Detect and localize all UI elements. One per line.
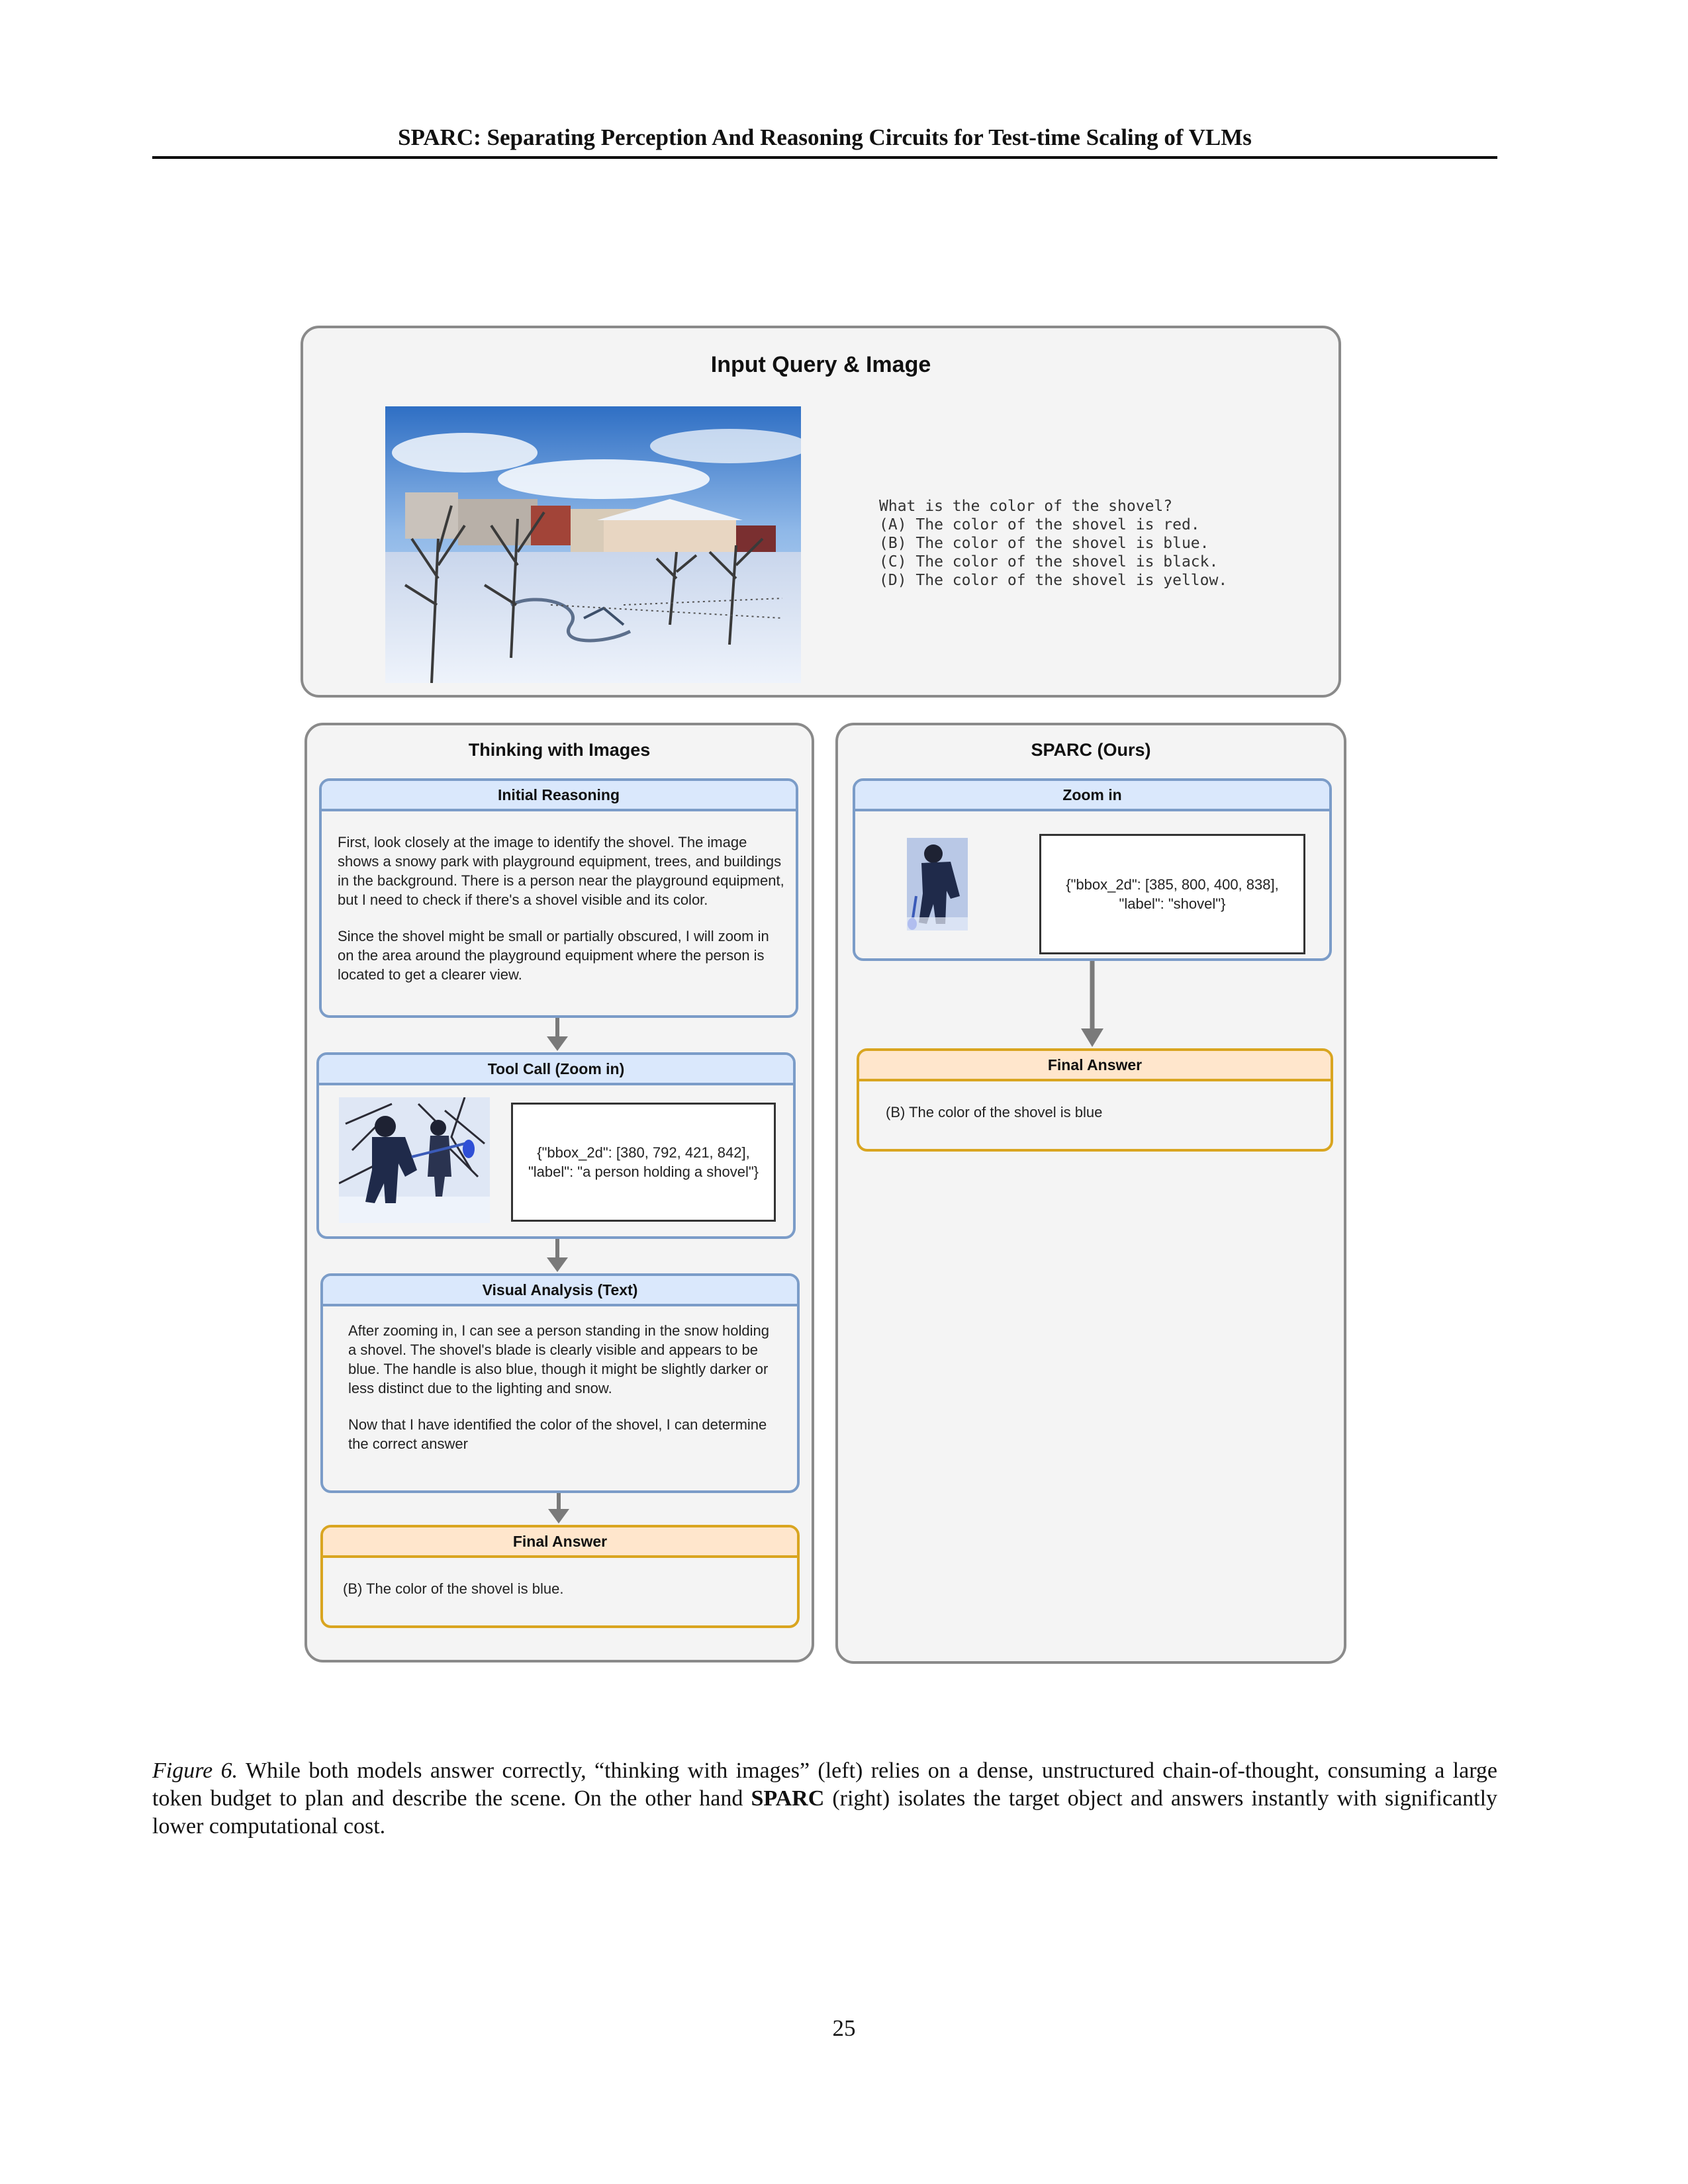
snowy-park-photo	[385, 406, 801, 683]
final-answer-box-left	[320, 1525, 800, 1628]
final-answer-box-right	[857, 1048, 1333, 1152]
input-panel	[301, 326, 1341, 698]
option-d: (D) The color of the shovel is yellow.	[879, 572, 1228, 589]
caption-text: While both models answer correctly, “thinking with images” (left) relies on a dense, unstructured chain-of-thought, consuming a large token budget to plan and describe the scene. On the other hand	[152, 1758, 1498, 1811]
bbox-output-card: {"bbox_2d": [385, 800, 400, 838], "label": "shovel"}	[1039, 834, 1305, 954]
final-answer-text: (B) The color of the shovel is blue	[886, 1104, 1103, 1120]
zoom-in-title: Zoom in	[855, 781, 1329, 811]
analysis-paragraph: After zooming in, I can see a person standing in the snow holding a shovel. The shovel's blade is clearly visible and appears to be blue. The handle is also blue, though it might be slightly darker or less distinct due to the lighting and snow.	[348, 1322, 769, 1396]
tool-call-title: Tool Call (Zoom in)	[319, 1055, 793, 1085]
reasoning-paragraph: First, look closely at the image to identify the shovel. The image shows a snowy park with playground equipment, trees, and buildings in the background. There is a person near the playground equipment, but I need to check if there's a shovel visible and its color.	[338, 834, 784, 908]
final-answer-text: (B) The color of the shovel is blue.	[343, 1580, 564, 1597]
reasoning-paragraph: Since the shovel might be small or partially obscured, I will zoom in on the area around the playground equipment where the person is located to get a clearer view.	[338, 928, 769, 983]
running-title: SPARC: Separating Perception And Reasoning Circuits for Test-time Scaling of VLMs	[398, 124, 1252, 150]
caption-bold-term: SPARC	[751, 1786, 825, 1811]
final-answer-title: Final Answer	[859, 1051, 1331, 1081]
bbox-output-card: {"bbox_2d": [380, 792, 421, 842], "label": "a person holding a shovel"}	[511, 1103, 776, 1222]
arrow-down-icon	[1079, 961, 1105, 1048]
analysis-paragraph: Now that I have identified the color of the shovel, I can determine the correct answer	[348, 1416, 767, 1452]
sparc-panel	[835, 723, 1346, 1664]
input-panel-title: Input Query & Image	[710, 352, 931, 377]
arrow-down-icon	[544, 1239, 571, 1273]
header-rule	[152, 156, 1497, 159]
zoom-in-box	[853, 778, 1332, 961]
arrow-down-icon	[544, 1018, 571, 1052]
initial-reasoning-box	[319, 778, 798, 1018]
query-line: What is the color of the shovel?	[879, 498, 1173, 515]
tool-call-box	[316, 1052, 796, 1239]
final-answer-title: Final Answer	[323, 1527, 797, 1558]
initial-reasoning-title: Initial Reasoning	[322, 781, 796, 811]
sparc-panel-title: SPARC (Ours)	[1031, 740, 1151, 760]
thinking-panel-title: Thinking with Images	[468, 740, 651, 760]
initial-reasoning-text	[338, 833, 785, 984]
zoomed-person-image	[339, 1097, 490, 1223]
caption-text: (right) isolates the target object and answers instantly with significantly lower computational cost.	[152, 1786, 1498, 1839]
caption-label: Figure 6.	[152, 1758, 238, 1783]
arrow-down-icon	[545, 1493, 572, 1525]
visual-analysis-title: Visual Analysis (Text)	[323, 1276, 797, 1306]
option-c: (C) The color of the shovel is black.	[879, 553, 1219, 570]
option-a: (A) The color of the shovel is red.	[879, 516, 1200, 533]
visual-analysis-box	[320, 1273, 800, 1493]
zoomed-shovel-image	[907, 838, 968, 931]
figure-caption	[152, 1757, 1497, 1841]
figure-6	[291, 318, 1364, 1668]
visual-analysis-text	[348, 1321, 778, 1453]
thinking-with-images-panel	[305, 723, 814, 1662]
option-b: (B) The color of the shovel is blue.	[879, 535, 1209, 552]
query-text	[879, 497, 1227, 590]
page-number: 25	[832, 2015, 856, 2041]
